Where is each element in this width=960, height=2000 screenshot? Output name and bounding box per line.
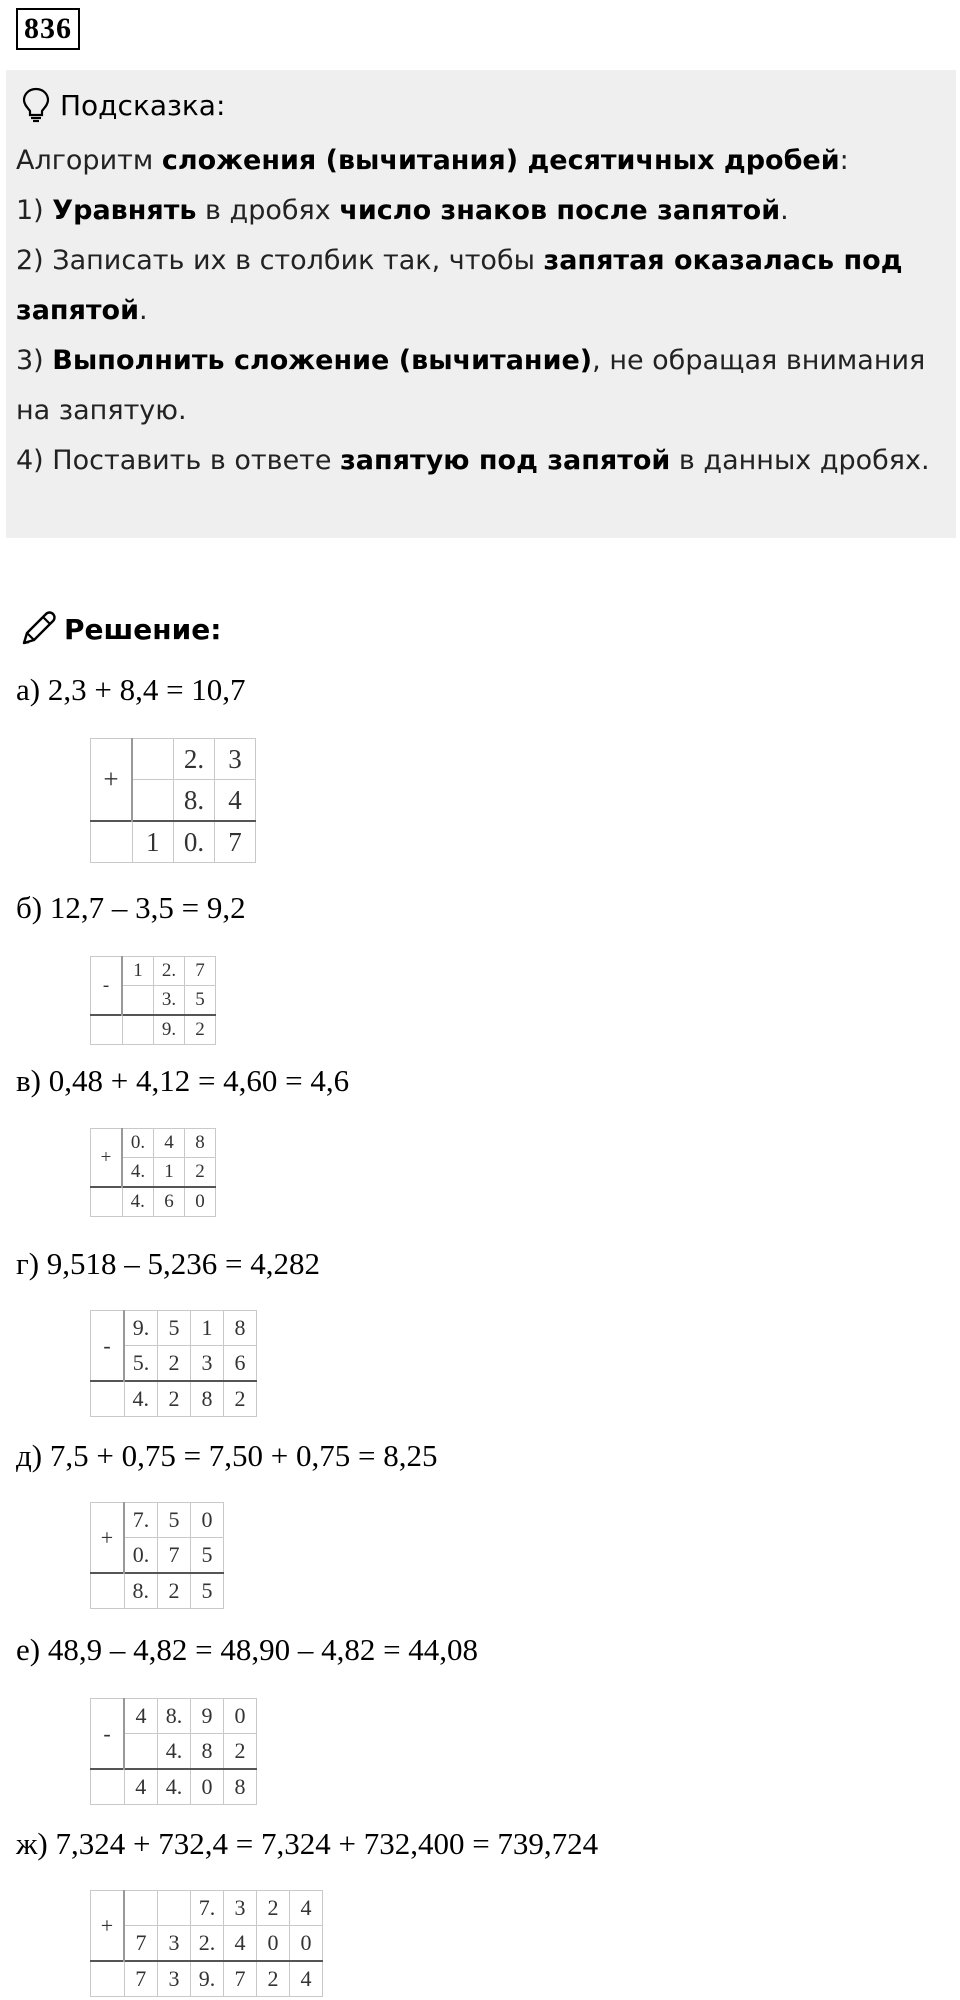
operator-sign: - [91,1699,125,1770]
column-table-g [90,1310,257,1417]
empty-cell [91,1961,125,1997]
digit-cell: 4 [290,1891,323,1926]
digit-cell: 7 [158,1538,191,1574]
digit-cell: 2. [174,739,215,780]
hint-step-3: 3) Выполнить сложение (вычитание), не обращая внимания [16,345,926,376]
digit-cell: 8 [224,1769,257,1805]
digit-cell: 6 [154,1187,185,1217]
digit-cell: 4. [158,1769,191,1805]
solution-header [18,604,221,654]
column-table-d [90,1502,224,1609]
digit-cell: 7 [215,821,256,863]
digit-cell: 1 [154,1158,185,1188]
hint-header [22,80,225,130]
operator-sign: + [91,1129,123,1188]
digit-cell: 8 [224,1311,257,1346]
digit-cell: 0 [191,1503,224,1538]
digit-cell [122,986,154,1016]
digit-cell: 9. [154,1015,185,1045]
empty-cell [91,1769,125,1805]
hint-title: Подсказка: [60,88,226,122]
result-row [91,1381,257,1417]
equation-v: в) 0,48 + 4,12 = 4,60 = 4,6 [16,1063,350,1098]
digit-cell: 5 [191,1573,224,1609]
digit-cell: 4. [122,1158,154,1188]
column-table-a [90,738,256,863]
digit-cell: 8 [191,1734,224,1770]
equation-e: е) 48,9 – 4,82 = 48,90 – 4,82 = 44,08 [16,1632,479,1667]
hint-step-1: 1) Уравнять в дробях число знаков после запятой. [16,195,789,226]
hint-step-2-cont: запятой. [16,295,148,326]
digit-cell: 0 [185,1187,216,1217]
digit-cell: 4 [290,1961,323,1997]
operator-sign: + [91,1891,125,1962]
empty-cell [91,1015,123,1045]
result-row [91,1187,216,1217]
digit-cell: 3. [154,986,185,1016]
digit-cell: 2 [185,1158,216,1188]
digit-cell [122,1015,154,1045]
empty-cell [91,1573,125,1609]
column-table-zh [90,1890,323,1997]
column-table-b [90,956,216,1045]
digit-cell: 5 [191,1538,224,1574]
digit-cell: 3 [158,1961,191,1997]
digit-cell: 3 [158,1926,191,1962]
digit-cell [124,1891,158,1926]
digit-cell: 1 [122,957,154,986]
digit-cell: 8 [191,1381,224,1417]
equation-zh: ж) 7,324 + 732,4 = 7,324 + 732,400 = 739,724 [16,1826,599,1861]
digit-cell: 7 [224,1961,257,1997]
column-table-v [90,1128,216,1217]
hint-box [6,70,956,538]
digit-cell: 8 [185,1129,216,1158]
digit-cell: 0 [257,1926,290,1962]
digit-cell: 2 [158,1381,191,1417]
digit-cell: 4 [215,780,256,822]
digit-cell: 4 [124,1769,158,1805]
digit-cell: 3 [224,1891,257,1926]
operand-row [91,1926,323,1962]
column-table-e [90,1698,257,1805]
operand-row [91,1129,216,1158]
digit-cell [132,739,174,780]
digit-cell: 2 [224,1381,257,1417]
digit-cell: 7 [124,1961,158,1997]
operator-sign: + [91,739,133,822]
digit-cell: 5 [158,1503,191,1538]
digit-cell [124,1734,158,1770]
digit-cell: 8. [124,1573,158,1609]
digit-cell: 4 [224,1926,257,1962]
hint-step-3-cont: на запятую. [16,395,187,426]
empty-cell [91,821,133,863]
lightbulb-icon [22,87,50,123]
digit-cell: 4. [158,1734,191,1770]
digit-cell: 9. [124,1311,158,1346]
digit-cell: 7. [124,1503,158,1538]
digit-cell: 3 [215,739,256,780]
digit-cell: 0 [224,1699,257,1734]
digit-cell: 0 [191,1769,224,1805]
operator-sign: - [91,957,123,1016]
digit-cell: 2. [154,957,185,986]
digit-cell: 2. [191,1926,224,1962]
digit-cell: 0. [124,1538,158,1574]
operator-sign: + [91,1503,125,1574]
digit-cell: 1 [191,1311,224,1346]
digit-cell: 2 [224,1734,257,1770]
digit-cell: 8. [174,780,215,822]
digit-cell: 5 [185,986,216,1016]
digit-cell: 2 [158,1346,191,1382]
digit-cell: 2 [185,1015,216,1045]
result-row [91,1015,216,1045]
digit-cell: 7 [185,957,216,986]
digit-cell [158,1891,191,1926]
solution-title: Решение: [64,612,222,646]
digit-cell: 5 [158,1311,191,1346]
digit-cell: 6 [224,1346,257,1382]
digit-cell: 0. [122,1129,154,1158]
operand-row [91,1699,257,1734]
operand-row [91,739,256,780]
hint-intro: Алгоритм сложения (вычитания) десятичных дробей: [16,145,849,176]
digit-cell: 4. [124,1381,158,1417]
digit-cell: 8. [158,1699,191,1734]
digit-cell: 7 [124,1926,158,1962]
result-row [91,1573,224,1609]
digit-cell: 2 [257,1891,290,1926]
result-row [91,1769,257,1805]
digit-cell: 4 [154,1129,185,1158]
hint-step-2: 2) Записать их в столбик так, чтобы запятая оказалась под [16,245,903,276]
digit-cell: 7. [191,1891,224,1926]
hint-text [16,136,946,486]
digit-cell: 4. [122,1187,154,1217]
equation-b: б) 12,7 – 3,5 = 9,2 [16,890,246,925]
digit-cell: 5. [124,1346,158,1382]
digit-cell: 0 [290,1926,323,1962]
result-row [91,1961,323,1997]
equation-a: а) 2,3 + 8,4 = 10,7 [16,672,246,707]
operator-sign: - [91,1311,125,1382]
equation-g: г) 9,518 – 5,236 = 4,282 [16,1246,321,1281]
empty-cell [91,1381,125,1417]
digit-cell: 0. [174,821,215,863]
hint-step-4: 4) Поставить в ответе запятую под запятой в данных дробях. [16,445,930,476]
digit-cell: 9. [191,1961,224,1997]
digit-cell: 2 [158,1573,191,1609]
equation-d: д) 7,5 + 0,75 = 7,50 + 0,75 = 8,25 [16,1438,438,1473]
operand-row [91,1891,323,1926]
pencil-icon [18,609,58,649]
digit-cell: 2 [257,1961,290,1997]
digit-cell: 9 [191,1699,224,1734]
digit-cell: 4 [124,1699,158,1734]
operand-row [91,1311,257,1346]
operand-row [91,1503,224,1538]
digit-cell: 3 [191,1346,224,1382]
empty-cell [91,1187,123,1217]
digit-cell [132,780,174,822]
problem-number: 836 [16,8,80,50]
result-row [91,821,256,863]
operand-row [91,957,216,986]
digit-cell: 1 [132,821,174,863]
